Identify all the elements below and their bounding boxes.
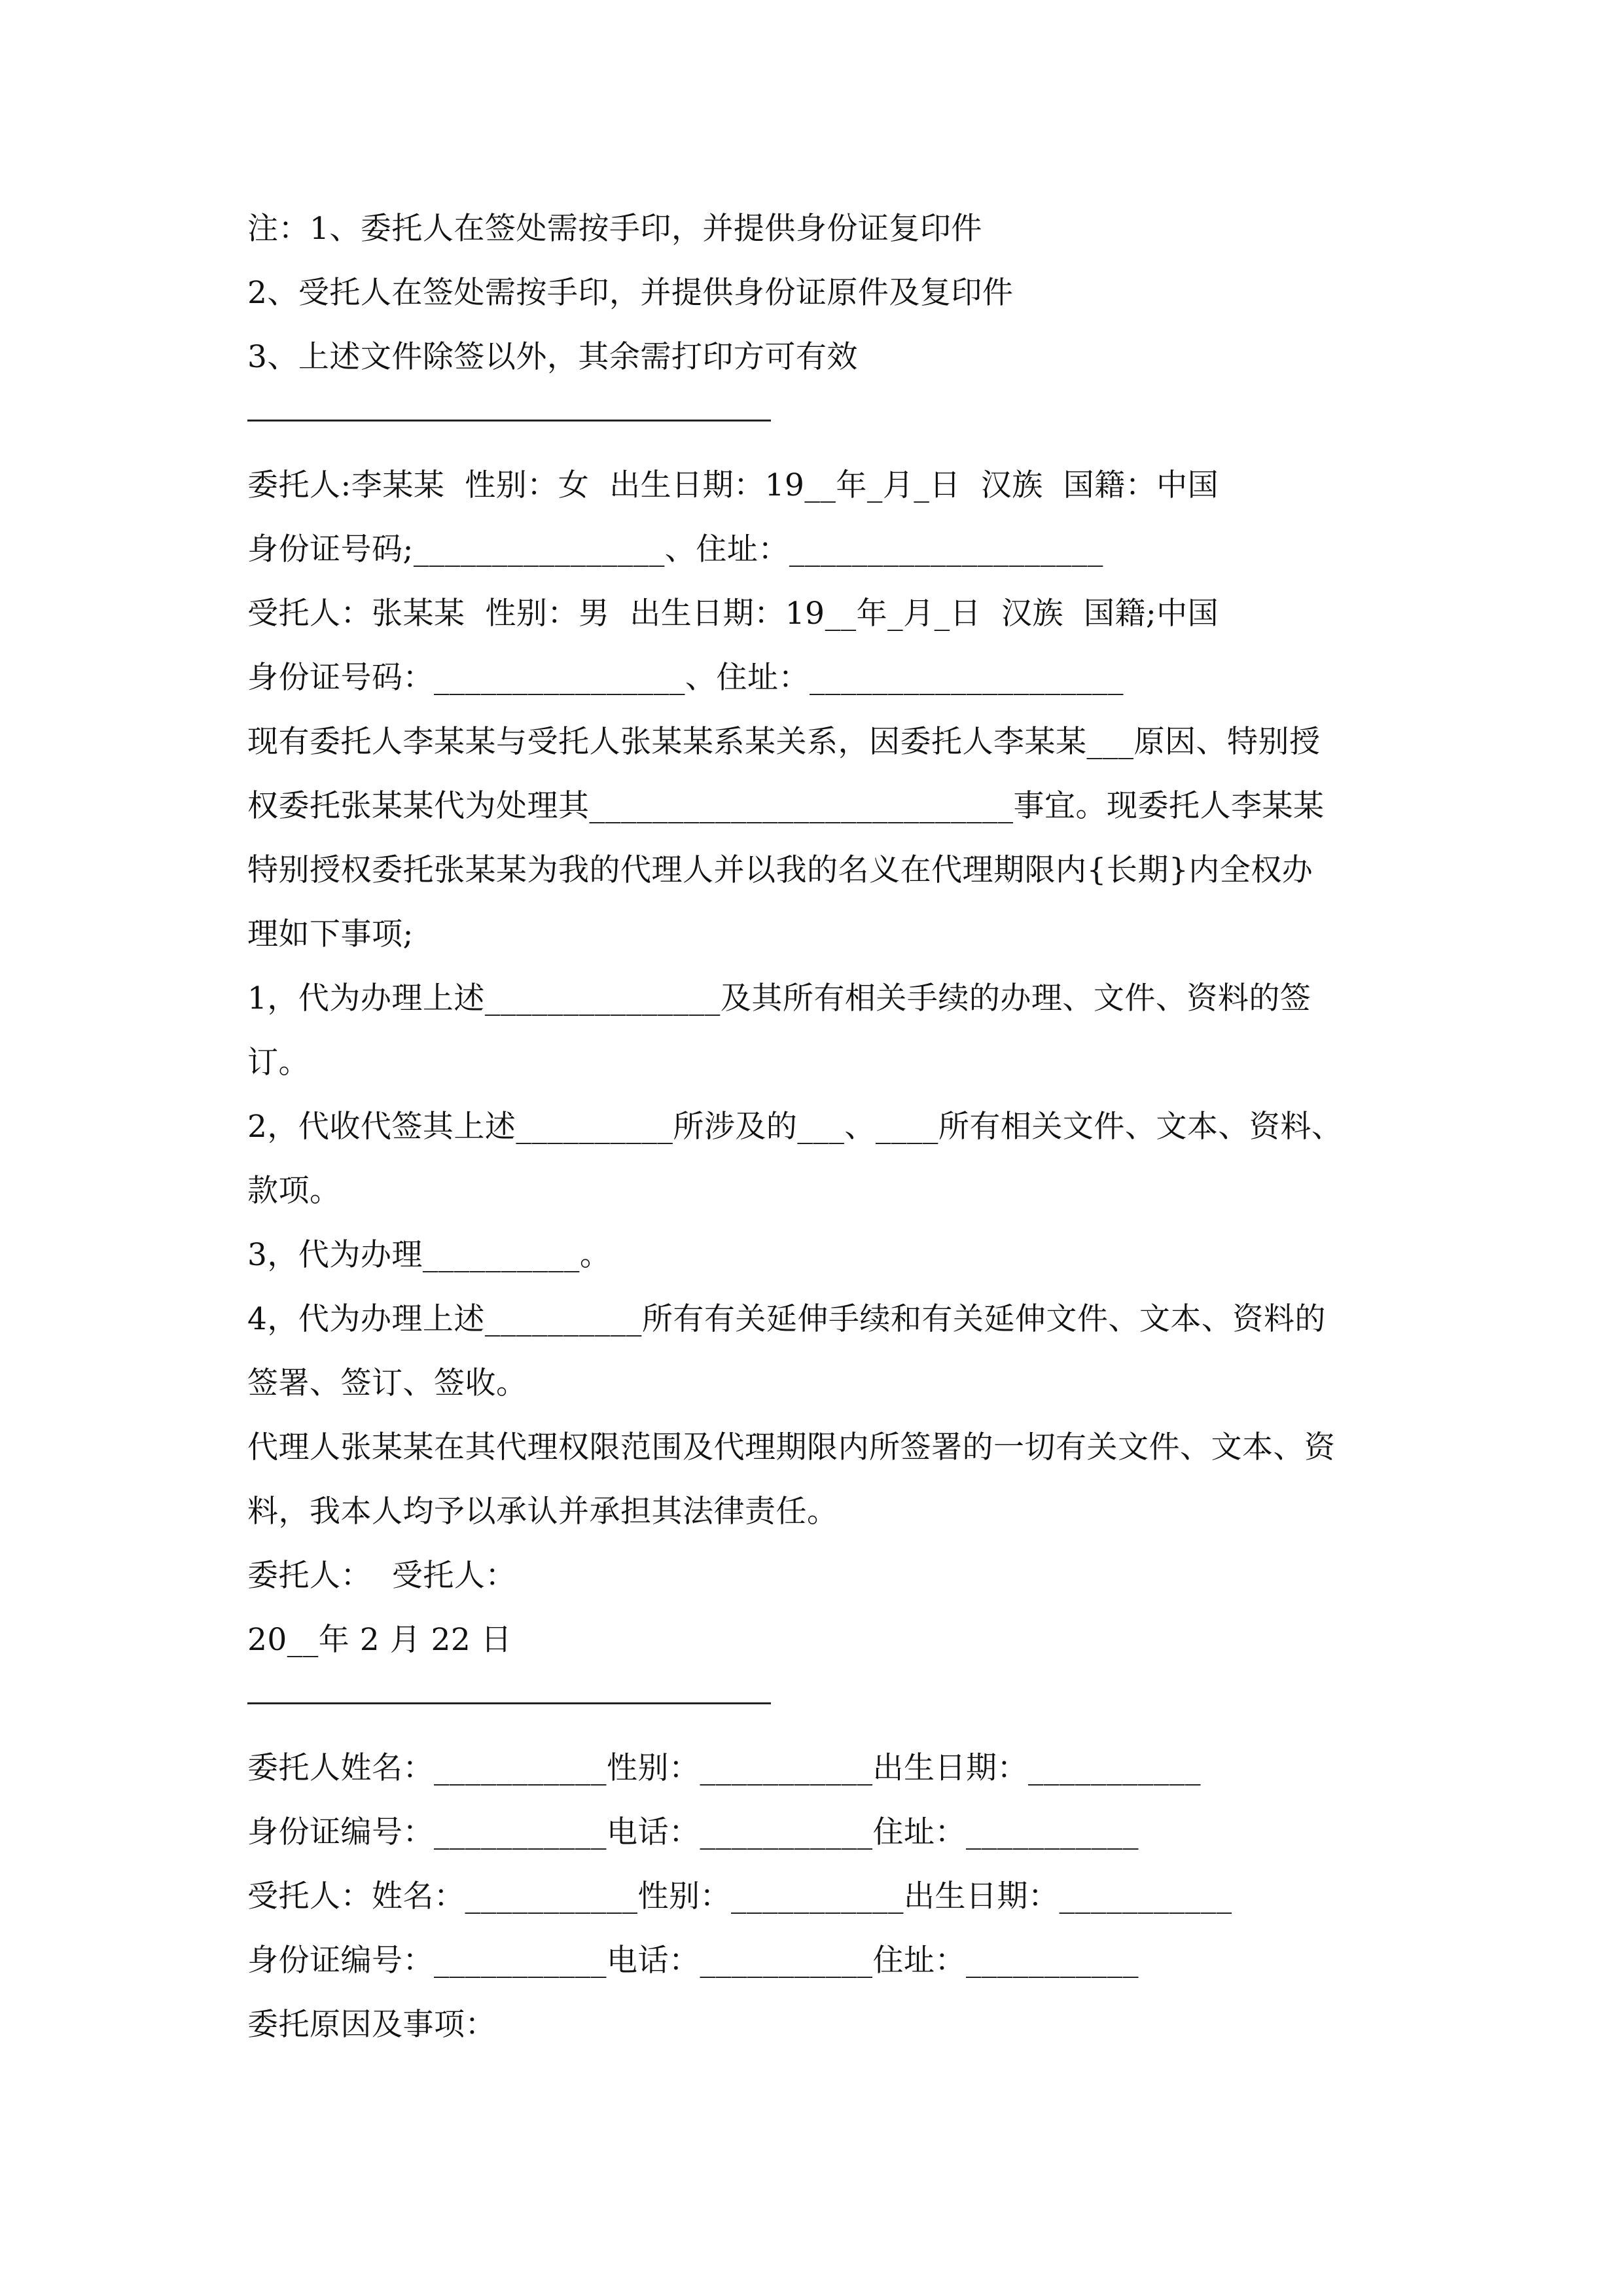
- item-2-line: 2，代收代签其上述__________所涉及的___、____所有相关文件、文本、资料、: [247, 1109, 1343, 1145]
- item-3-line: 3，代为办理__________。: [247, 1237, 611, 1273]
- form-row-principal: 委托人姓名：___________性别：___________出生日期：___________: [247, 1750, 1201, 1786]
- item-2-line: 款项。: [247, 1173, 341, 1209]
- date-line: 20__年 2 月 22 日: [247, 1622, 512, 1658]
- paragraph-line: 权委托张某某代为处理其___________________________事宜。现委托人李某某: [247, 788, 1325, 824]
- agent-info: 受托人：张某某 性别：男 出生日期：19__年_月_日 汉族 国籍;中国: [247, 596, 1219, 632]
- form-row-agent-id: 身份证编号：___________电话：___________住址：___________: [247, 1943, 1139, 1979]
- liability-line: 料，我本人均予以承认并承担其法律责任。: [247, 1494, 838, 1530]
- liability-line: 代理人张某某在其代理权限范围及代理期限内所签署的一切有关文件、文本、资: [247, 1429, 1336, 1465]
- form-row-reason: 委托原因及事项：: [247, 2007, 496, 2043]
- paragraph-line: 特别授权委托张某某为我的代理人并以我的名义在代理期限内{长期}内全权办: [247, 852, 1313, 888]
- note-1: 注：1、委托人在签处需按手印，并提供身份证复印件: [247, 211, 982, 247]
- paragraph-line: 现有委托人李某某与受托人张某某系某关系，因委托人李某某___原因、特别授: [247, 724, 1321, 760]
- signature-line: 委托人： 受托人：: [247, 1558, 516, 1594]
- agent-id-address: 身份证号码：________________、住址：____________________: [247, 660, 1124, 696]
- item-1-line: 1，代为办理上述_______________及其所有相关手续的办理、文件、资料的签: [247, 980, 1311, 1016]
- note-3: 3、上述文件除签以外，其余需打印方可有效: [247, 339, 858, 375]
- item-4-line: 4，代为办理上述__________所有有关延伸手续和有关延伸文件、文本、资料的: [247, 1301, 1326, 1337]
- form-row-agent: 受托人：姓名：___________性别：___________出生日期：___________: [247, 1878, 1232, 1914]
- item-4-line: 签署、签订、签收。: [247, 1365, 527, 1401]
- separator-line: [247, 420, 771, 422]
- note-2: 2、受托人在签处需按手印，并提供身份证原件及复印件: [247, 275, 1014, 311]
- form-row-principal-id: 身份证编号：___________电话：___________住址：___________: [247, 1814, 1139, 1850]
- item-1-line: 订。: [247, 1045, 310, 1081]
- separator-line: [247, 1702, 771, 1704]
- principal-id-address: 身份证号码;________________、住址：____________________: [247, 531, 1103, 567]
- principal-info: 委托人:李某某 性别：女 出生日期：19__年_月_日 汉族 国籍：中国: [247, 467, 1219, 503]
- paragraph-line: 理如下事项;: [247, 916, 414, 952]
